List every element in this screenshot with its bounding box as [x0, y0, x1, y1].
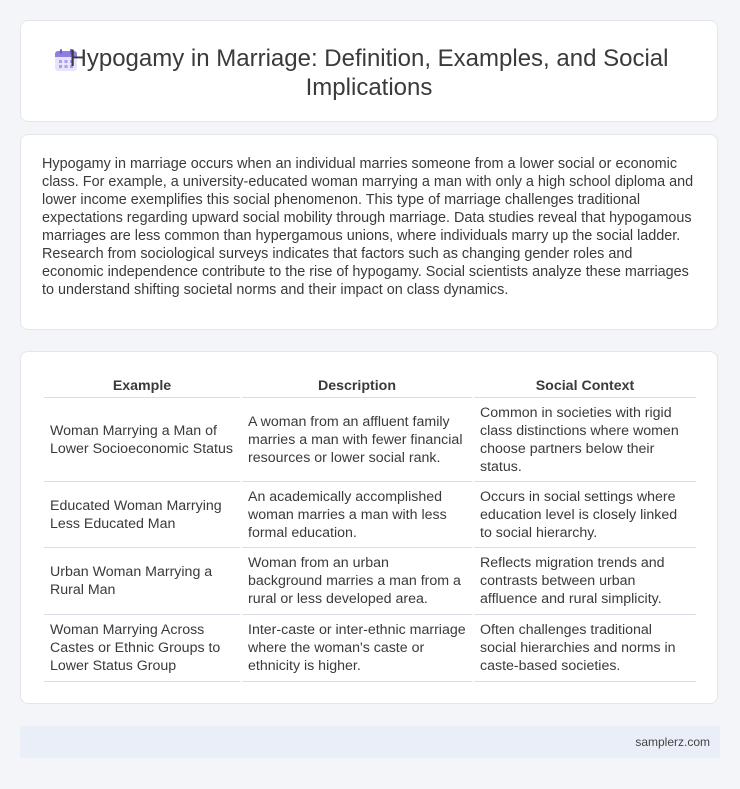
intro-paragraph: Hypogamy in marriage occurs when an individual marries someone from a lower social or economic class. For example, a university-educated woman marrying a man with only a high school diploma and lower income exemplifies this social phenomenon. This type of marriage challenges traditional expectations regarding upward social mobility through marriage. Data studies reveal that hypogamous marriages are less common than hypergamous unions, where individuals marry up the social ladder. Research from sociological surveys indicates that factors such as changing gender roles and economic independence contribute to the rise of hypogamy. Social scientists analyze these marriages to understand shifting societal norms and their impact on class dynamics. — [42, 156, 694, 298]
cell-description: A woman from an affluent family marries a man with fewer financial resources or lower social rank. — [242, 398, 472, 482]
table-header-row — [44, 374, 696, 398]
cell-social-context: Common in societies with rigid class distinctions where women choose partners below their status. — [474, 398, 696, 482]
table-row — [44, 398, 696, 482]
footer-site-link[interactable]: samplerz.com — [635, 735, 710, 749]
title-card — [20, 20, 718, 122]
examples-table — [42, 374, 698, 682]
footer — [20, 726, 720, 758]
cell-example: Woman Marrying a Man of Lower Socioeconomic Status — [44, 398, 240, 482]
header-social-context: Social Context — [474, 374, 696, 398]
page-title: Hypogamy in Marriage: Definition, Examples, and Social Implications — [69, 45, 669, 101]
cell-example: Urban Woman Marrying a Rural Man — [44, 548, 240, 615]
cell-description: An academically accomplished woman marries a man with less formal education. — [242, 482, 472, 548]
table-card — [20, 351, 718, 704]
table-row — [44, 482, 696, 548]
header-description: Description — [242, 374, 472, 398]
header-example: Example — [44, 374, 240, 398]
cell-social-context: Reflects migration trends and contrasts between urban affluence and rural simplicity. — [474, 548, 696, 615]
cell-description: Inter-caste or inter-ethnic marriage where the woman's caste or ethnicity is higher. — [242, 615, 472, 682]
cell-social-context: Often challenges traditional social hierarchies and norms in caste-based societies. — [474, 615, 696, 682]
intro-card — [20, 134, 718, 330]
table-row — [44, 615, 696, 682]
table-row — [44, 548, 696, 615]
cell-example: Educated Woman Marrying Less Educated Man — [44, 482, 240, 548]
cell-description: Woman from an urban background marries a man from a rural or less developed area. — [242, 548, 472, 615]
cell-social-context: Occurs in social settings where education level is closely linked to social hierarchy. — [474, 482, 696, 548]
cell-example: Woman Marrying Across Castes or Ethnic Groups to Lower Status Group — [44, 615, 240, 682]
